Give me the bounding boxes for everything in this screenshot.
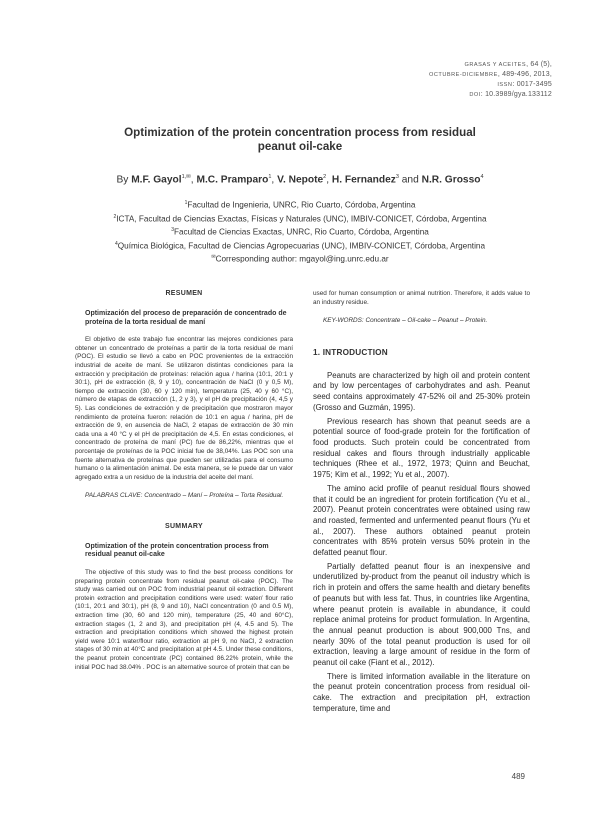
intro-paragraph-3: The amino acid profile of peanut residual flours showed that it could be an ingredient for protein fortification (Yu et al., 2007). Peanut protein concentrates were obtained using raw and roasted, fermented and unfermented peanut flours (Yu et al., 2007). These authors obtained peanut protein concentrates with 85% protein versus 50% protein in the defatted peanut flour.	[313, 483, 530, 558]
issn-value: : 0017-3495	[512, 81, 552, 88]
title-line-2: peanut oil-cake	[257, 140, 343, 153]
affiliation-4-sup: 4	[114, 240, 118, 247]
doi-label: DOI	[469, 92, 481, 98]
affiliation-2-sup: 2	[113, 213, 117, 220]
journal-header	[429, 60, 552, 100]
author-3-sup: 2	[323, 174, 327, 180]
resumen-heading: RESUMEN	[165, 290, 203, 297]
and-label: and	[401, 174, 419, 186]
resumen-body: El objetivo de este trabajo fue encontrar las mejores condiciones para obtener un concentrado de proteínas a partir de la torta residual de maní (POC). El estudio se llevó a cabo en POC provenientes de la extracción industrial de aceite de maní. Se utilizaron distintas condiciones para la extracción y precipitación de proteínas: relación agua / harina (10:1, 20:1 y 30:1), pH de extracción (8, 9 y 10), concentración de NaCl (0 y 0,5 M), tiempo de extracción (30, 60 y 120 min), temperatura (25, 40 y 60 °C), número de etapas de extracción (1, 2 y 3), y el pH de precipitación (4, 4,5 y 5). Las condiciones de extracción y de precipitación que mostraron mayor rendimiento de proteína fueron: relación de 10:1 en agua / harina, pH de extracción de 9, en ausencia de NaCl, 2 etapas de extracción de 30 min cada una a 40 °C y el pH de precipitación de 4,5. En estas condiciones, el concentrado de proteína de maní (PC) fue de 86,22%, mientras que el porcentaje de proteínas de la POC inicial fue de 38,04%. Las POC son una fuente alternativa de proteínas que pueden ser utilizadas para el consumo humano o la alimentación animal. De esta manera, se le puede dar un valor agregado extra a un residuo de la industria del aceite del maní.	[75, 336, 293, 481]
author-5: N.R. Grosso	[421, 174, 481, 186]
corresponding-author-text: Corresponding author: mgayol@ing.unrc.edu.ar	[215, 254, 389, 264]
affiliation-1	[70, 198, 530, 212]
author-1: M.F. Gayol	[131, 174, 182, 186]
affiliation-4	[70, 239, 530, 253]
author-4-sup: 3	[395, 174, 399, 180]
affiliation-2-text: ICTA, Facultad de Ciencias Exactas, Físicas y Naturales (UNC), IMBIV-CONICET, Córdoba, Argentina	[116, 214, 487, 224]
resumen-keywords: PALABRAS CLAVE: Concentrado – Maní – Proteína – Torta Residual.	[85, 492, 284, 500]
author-3: V. Nepote	[277, 174, 324, 186]
introduction-heading: 1. INTRODUCTION	[313, 347, 388, 357]
intro-paragraph-4: Partially defatted peanut flour is an inexpensive and underutilized by-product from the peanut oil industry which is rich in protein and offers the same health and dietary benefits of peanuts but with less fat. Thus, in countries like Argentina, where peanut protein is available in abundance, it could replace animal proteins for product formulation. In Argentina, the annual peanut production is about 900,000 Tns, and nearly 30% of the total peanut production is used for oil extraction, leaving a large amount of residue in the form of peanut oil cake (Fiant et al., 2012).	[313, 561, 530, 668]
page-number: 489	[511, 772, 525, 781]
journal-months: OCTUBRE-DICIEMBRE	[429, 72, 498, 78]
affiliations	[70, 198, 530, 266]
intro-paragraph-2: Previous research has shown that peanut seeds are a potential source of food-grade protein for the fortification of food products. Such protein could be concentrated from residual cakes and flours through industrially applicable techniques (Rhee et al., 1972, 1973; Quinn and Beuchat, 1975; Kim et al., 1992; Yu et al., 2007).	[313, 416, 530, 480]
summary-body: The objective of this study was to find the best process conditions for preparing protein concentrate from residual peanut oil-cake (POC). The study was carried out on POC from industrial peanut oil extraction. Different protein extraction and precipitation conditions were used: water/ flour ratio (10:1, 20:1 and 30:1), pH (8, 9 and 10), NaCl concentration (0 and 0.5 M), extraction time (30, 60 and 120 min), temperature (25, 40 and 60°C), extraction stages (1, 2 and 3), and precipitation pH (4, 4.5 and 5). The extraction and precipitation conditions which showed the highest protein yield were 10:1 water/flour ratio, extraction at pH 9, no NaCl, 2 extraction stages of 30 min at 40°C and precipitation at pH 4.5. Under these conditions, the peanut protein concentrate (PC) contained 86.22% protein, while the initial POC had 38.04% . POC is an alternative source of protein that can be	[75, 569, 293, 671]
key-words: KEY-WORDS: Concentrate – Oil-cake – Peanut – Protein.	[323, 317, 488, 325]
author-5-sup: 4	[480, 174, 484, 180]
author-2: M.C. Pramparo	[196, 174, 269, 186]
affiliation-1-sup: 1	[184, 200, 188, 206]
affiliation-2	[70, 212, 530, 226]
intro-paragraph-1: Peanuts are characterized by high oil and protein content and by low percentages of carbohydrates and ash. Peanut seed contains approximately 47-52% oil and 25-30% protein (Grosso and Guzmán, 1995).	[313, 370, 530, 412]
corresponding-author	[70, 252, 530, 266]
affiliation-1-text: Facultad de Ingenieria, UNRC, Rio Cuarto, Córdoba, Argentina	[187, 200, 416, 210]
journal-pages: , 489-496, 2013,	[497, 71, 552, 78]
journal-name: GRASAS Y ACEITES	[464, 62, 527, 68]
by-label: By	[116, 174, 129, 186]
affiliation-3	[70, 225, 530, 239]
author-1-sup: 1,✉	[181, 174, 191, 180]
paper-title	[60, 126, 540, 154]
affiliation-3-sup: 3	[171, 227, 174, 234]
journal-line	[429, 60, 552, 70]
issn-line	[429, 80, 552, 90]
resumen-subtitle: Optimización del proceso de preparación de concentrado de proteína de la torta residual de maní	[85, 310, 287, 326]
title-line-1: Optimization of the protein concentration process from residual	[124, 126, 476, 139]
doi-line	[429, 90, 552, 100]
envelope-icon: ✉	[211, 254, 216, 261]
author-list: By M.F. Gayol$^{1,✉}$, M.C. Pramparo$^1$, V. Nepote$^2$, H. Fernandez$^3$ and N.R. Grosso$^4$	[116, 174, 484, 186]
intro-paragraph-5: There is limited information available in the literature on the peanut protein concentration process from residual oil-cake. The extraction and precipitation pH, extraction temperature, time and	[313, 671, 530, 713]
months-line	[429, 70, 552, 80]
author-4: H. Fernandez	[331, 174, 396, 186]
summary-continued: used for human consumption or animal nutrition. Therefore, it adds value to an industry residue.	[313, 290, 530, 306]
summary-subtitle: Optimization of the protein concentration process from residual peanut oil-cake	[85, 542, 269, 559]
author-2-sup: 1	[268, 174, 272, 180]
left-column	[75, 290, 293, 672]
affiliation-3-text: Facultad de Ciencias Exactas, UNRC, Rio Cuarto, Córdoba, Argentina	[173, 227, 429, 237]
journal-volume: , 64 (5),	[526, 61, 552, 68]
right-column	[313, 290, 530, 718]
issn-label: ISSN	[497, 82, 513, 88]
doi-value: : 10.3989/gya.133112	[480, 91, 552, 98]
affiliation-4-text: Química Biológica, Facultad de Ciencias Agropecuarias (UNC), IMBIV-CONICET, Córdoba, Argentina	[117, 241, 485, 251]
summary-heading: SUMMARY	[164, 522, 203, 530]
